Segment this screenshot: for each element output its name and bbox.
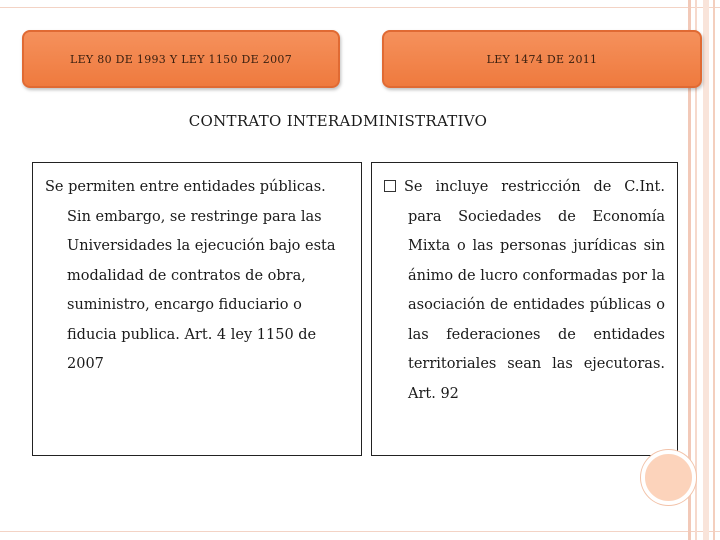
slide-title: CONTRATO INTERADMINISTRATIVO: [188, 112, 488, 130]
right-decor-stripe: [713, 0, 715, 540]
law-box-right: [382, 30, 702, 88]
left-panel-text: Se permiten entre entidades públicas. Sin embargo, se restringe para las Universidades la ejecución bajo esta modalidad de contratos de obra, suministro, encargo fiduciario o fiducia publica. Art. 4 ley 1150 de 2007: [45, 179, 336, 372]
law-box-left-label: LEY 80 DE 1993 Y LEY 1150 DE 2007: [69, 52, 292, 66]
law-box-left: [22, 30, 340, 88]
left-text-panel: [32, 162, 362, 456]
decor-circle: [641, 450, 696, 505]
bottom-decor-line: [0, 531, 720, 532]
right-panel-paragraph: [384, 173, 665, 409]
right-text-panel: [371, 162, 678, 456]
square-bullet-icon: [384, 180, 396, 192]
top-decor-line: [0, 7, 720, 8]
law-box-right-label: LEY 1474 DE 2011: [486, 52, 598, 66]
right-panel-text: Se incluye restricción de C.Int. para Sociedades de Economía Mixta o las personas jurídicas sin ánimo de lucro conformadas por la asociación de entidades públicas o las federaciones de entidades territoriales sean las ejecutoras. Art. 92: [404, 179, 665, 402]
right-decor-stripe: [703, 0, 709, 540]
